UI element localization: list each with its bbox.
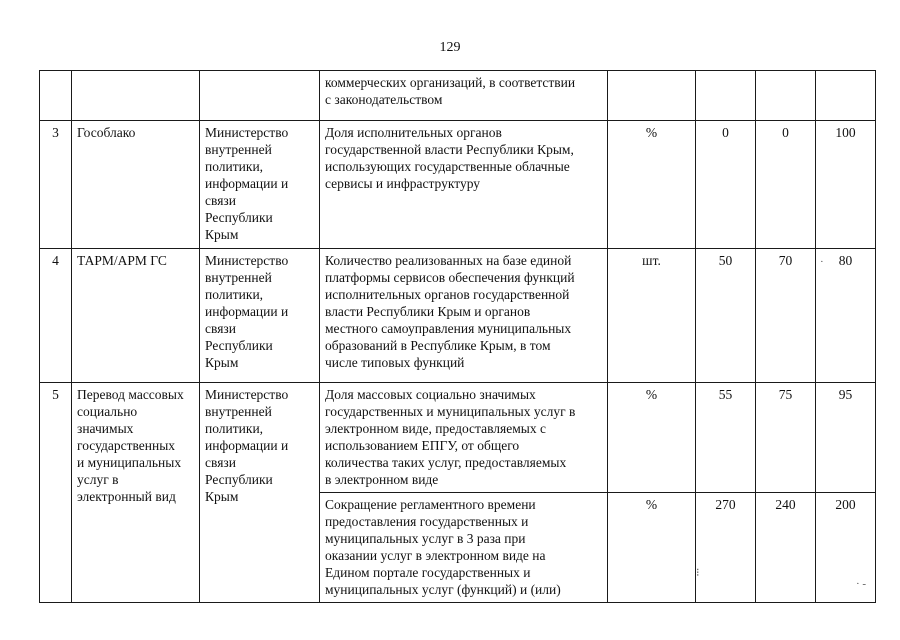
cell-value-1: 270	[696, 493, 756, 603]
cell-project	[72, 71, 200, 121]
cell-num: 4	[40, 249, 72, 383]
cell-responsible: Министерство внутренней политики, информации и связи Республики Крым	[200, 383, 320, 603]
cell-indicator: Количество реализованных на базе единой платформы сервисов обеспечения функций исполнительных органов государственной власти Республики Крым и органов местного самоуправления муниципальных образований в Республике Крым, в том числе типовых функций	[320, 249, 608, 383]
cell-value-2: 70	[756, 249, 816, 383]
cell-value-1: 55	[696, 383, 756, 493]
cell-indicator: Доля исполнительных органов государственной власти Республики Крым, использующих государственные облачные сервисы и инфраструктуру	[320, 121, 608, 249]
cell-responsible: Министерство внутренней политики, информации и связи Республики Крым	[200, 121, 320, 249]
cell-unit: шт.	[608, 249, 696, 383]
cell-unit: %	[608, 121, 696, 249]
cell-value-3: 95	[816, 383, 876, 493]
cell-value-2: 0	[756, 121, 816, 249]
cell-num: 5	[40, 383, 72, 603]
cell-project: ТАРМ/АРМ ГС	[72, 249, 200, 383]
table-row-continuation	[40, 71, 876, 121]
cell-value-1: 50	[696, 249, 756, 383]
cell-value-1	[696, 71, 756, 121]
cell-unit: %	[608, 383, 696, 493]
cell-project: Перевод массовых социально значимых государственных и муниципальных услуг в электронный вид	[72, 383, 200, 603]
cell-responsible	[200, 71, 320, 121]
scan-artifact: ·	[820, 256, 824, 268]
cell-value-2	[756, 71, 816, 121]
scan-artifact: · -	[856, 578, 867, 590]
cell-num	[40, 71, 72, 121]
cell-value-3: 100	[816, 121, 876, 249]
cell-indicator: Сокращение регламентного времени предоставления государственных и муниципальных услуг в 3 раза при оказании услуг в электронном виде на Едином портале государственных и муниципальных услуг (функций) и (или)	[320, 493, 608, 603]
table-row-4	[40, 249, 876, 383]
cell-value-2: 240	[756, 493, 816, 603]
table-row-5	[40, 383, 876, 493]
cell-unit	[608, 71, 696, 121]
cell-value-3: 200	[816, 493, 876, 603]
cell-indicator: коммерческих организаций, в соответствии с законодательством	[320, 71, 608, 121]
cell-value-1: 0	[696, 121, 756, 249]
cell-project: Гособлако	[72, 121, 200, 249]
cell-indicator: Доля массовых социально значимых государственных и муниципальных услуг в электронном виде, предоставляемых с использованием ЕПГУ, от общего количества таких услуг, предоставляемых в электронном виде	[320, 383, 608, 493]
scan-artifact: ⁝	[696, 567, 700, 579]
cell-num: 3	[40, 121, 72, 249]
indicators-table	[39, 70, 876, 603]
cell-value-3: 80	[816, 249, 876, 383]
cell-value-3	[816, 71, 876, 121]
cell-responsible: Министерство внутренней политики, информации и связи Республики Крым	[200, 249, 320, 383]
cell-value-2: 75	[756, 383, 816, 493]
cell-unit: %	[608, 493, 696, 603]
page-number: 129	[439, 40, 461, 55]
table-row-3	[40, 121, 876, 249]
